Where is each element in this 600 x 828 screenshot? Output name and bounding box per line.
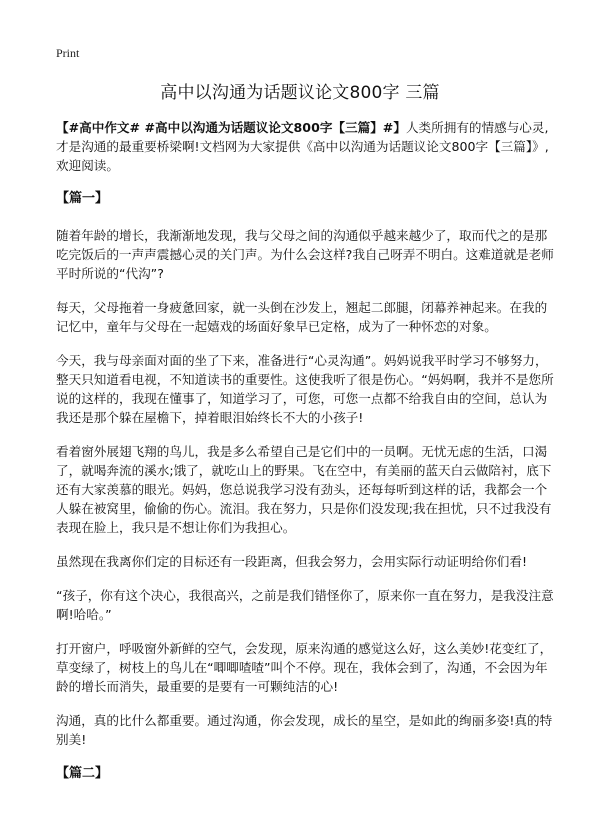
print-link[interactable]: Print bbox=[56, 46, 80, 60]
intro-tags: 【#高中作文# #高中以沟通为话题议论文800字【三篇】#】 bbox=[56, 120, 406, 135]
paragraph-6: “孩子，你有这个决心，我很高兴，之前是我们错怪你了，原来你一直在努力，是我没注意啊!哈哈。” bbox=[56, 588, 554, 622]
section-heading-1: 【篇一】 bbox=[56, 191, 109, 206]
article-body bbox=[56, 118, 554, 801]
paragraph-8: 沟通，真的比什么都重要。通过沟通，你会发现，成长的星空，是如此的绚丽多姿!真的特别美! bbox=[56, 713, 553, 747]
intro-text: 人类所拥有的情感与心灵,才是沟通的最重要桥梁啊!文档网为大家提供《高中以沟通为话题议论文800字【三篇】》,欢迎阅读。 bbox=[56, 120, 549, 173]
paragraph-1: 随着年龄的增长，我渐渐地发现，我与父母之间的沟通似乎越来越少了，取而代之的是那吃完饭后的一声声震撼心灵的关门声。为什么会这样?我自己呀弄不明白。这难道就是老师平时所说的“代沟”? bbox=[56, 228, 554, 281]
intro-paragraph bbox=[56, 118, 554, 175]
page-title: 高中以沟通为话题议论文800字 三篇 bbox=[160, 83, 440, 103]
section-heading-2: 【篇二】 bbox=[56, 766, 109, 781]
paragraph-3: 今天，我与母亲面对面的坐了下来，准备进行“心灵沟通”。妈妈说我平时学习不够努力，整天只知道看电视，不知道读书的重要性。这使我听了很是伤心。“妈妈啊，我并不是您所说的这样的，我现在懂事了，知道学习了，可您，可您一点都不给我自由的空间，总认为我还是那个躲在屋檐下，掉着眼泪始终长不大的小孩子! bbox=[56, 353, 554, 425]
paragraph-7: 打开窗户，呼吸窗外新鲜的空气，会发现，原来沟通的感觉这么好，这么美妙!花变红了，草变绿了，树枝上的鸟儿在“唧唧喳喳”叫个不停。现在，我体会到了，沟通，不会因为年龄的增长而消失，最重要的是要有一可颗纯洁的心! bbox=[56, 641, 553, 694]
paragraph-5: 虽然现在我离你们定的目标还有一段距离，但我会努力，会用实际行动证明给你们看! bbox=[56, 554, 528, 569]
paragraph-4: 看着窗外展翅飞翔的鸟儿，我是多么希望自己是它们中的一员啊。无忧无虑的生活，口渴了，就喝奔流的溪水;饿了，就吃山上的野果。飞在空中，有美丽的蓝天白云做陪衬，底下还有大家羡慕的眼光。妈妈，您总说我学习没有劲头，还每每听到这样的话，我都会一个人躲在被窝里，偷偷的伤心。流泪。我在努力，只是你们没发现;我在担忧，只不过我没有表现在脸上，我只是不想让你们为我担心。 bbox=[56, 444, 552, 535]
paragraph-2: 每天，父母拖着一身疲惫回家，就一头倒在沙发上，翘起二郎腿，闭幕养神起来。在我的记忆中，童年与父母在一起嬉戏的场面好象早已定格，成为了一种怀恋的对象。 bbox=[56, 300, 548, 334]
